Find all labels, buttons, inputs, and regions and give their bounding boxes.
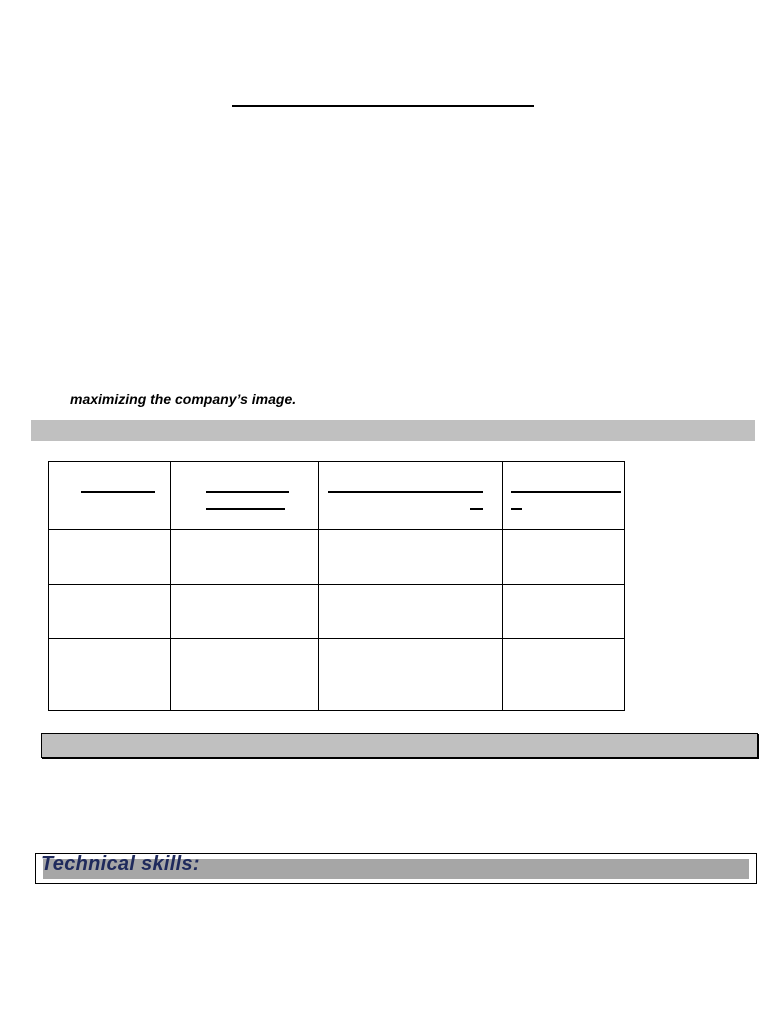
technical-skills-heading: Technical skills: — [41, 853, 200, 875]
table-cell — [502, 585, 624, 638]
table-row — [49, 530, 625, 585]
table-cell — [502, 638, 624, 710]
education-section-bar — [31, 420, 755, 441]
table-header-row — [49, 462, 625, 530]
table-cell — [319, 530, 502, 585]
table-header-cell — [502, 462, 624, 530]
table-cell — [319, 638, 502, 710]
table-row — [49, 585, 625, 638]
table-cell — [502, 530, 624, 585]
table-cell — [49, 530, 171, 585]
table-cell — [49, 585, 171, 638]
table-cell — [319, 585, 502, 638]
table-header-cell — [319, 462, 502, 530]
table-row — [49, 638, 625, 710]
table-header-cell — [171, 462, 319, 530]
table-header-cell — [49, 462, 171, 530]
title-underline — [232, 105, 534, 107]
technical-skills-section — [35, 853, 757, 884]
table-cell — [49, 638, 171, 710]
table-cell — [171, 638, 319, 710]
table-cell — [171, 585, 319, 638]
experience-section-bar — [41, 733, 758, 758]
table-cell — [171, 530, 319, 585]
education-table — [48, 461, 625, 711]
objective-text: maximizing the company’s image. — [70, 391, 297, 407]
